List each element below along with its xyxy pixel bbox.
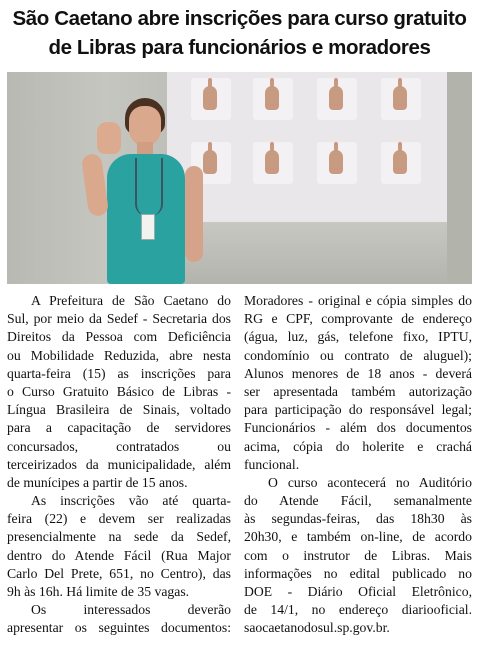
article-headline (0, 4, 479, 62)
text-line: quarta-feira (15) as inscrições para (7, 365, 231, 381)
text-line: apresentar os seguintes documentos: (7, 620, 231, 636)
text-line: para participação do responsável legal; (244, 402, 472, 418)
photo-wall-right (447, 72, 472, 284)
text-line: Funcionários - além dos documentos (244, 420, 472, 436)
text-line: As inscrições vão até quarta- (31, 493, 231, 509)
sign-image (253, 142, 293, 184)
article-photo (7, 72, 472, 284)
text-line: feira (22) e devem ser realizadas (7, 511, 231, 527)
id-badge (141, 214, 155, 240)
wall-below-screen (167, 222, 452, 284)
text-line: do Atende Fácil, semanalmente (244, 493, 472, 509)
signing-hand (97, 122, 121, 154)
text-line: 20h30, e também on-line, de acordo (244, 529, 472, 545)
text-line: Língua Brasileira de Sinais, voltado (7, 402, 231, 418)
article-column-right (244, 292, 472, 638)
instructor-figure (77, 94, 207, 284)
headline-line-1: São Caetano abre inscrições para curso gratuito (12, 7, 467, 30)
sign-image (317, 78, 357, 120)
text-line: saocaetanodosul.sp.gov.br. (244, 620, 390, 636)
text-line: Alunos menores de 18 anos - deverá (244, 365, 472, 381)
text-line: para a capacitação de servidores (7, 420, 231, 436)
sign-image (381, 142, 421, 184)
text-line: dentro do Atende Fácil (Rua Major (7, 547, 231, 563)
text-line: O curso acontecerá no Auditório (268, 474, 472, 490)
text-line: informações no edital publicado no (244, 565, 472, 581)
text-line: o Curso Gratuito Básico de Libras - (7, 383, 231, 399)
text-line: ser apresentada também autorização (244, 383, 472, 399)
text-line: Os interessados deverão (31, 602, 231, 618)
text-line: funcional. (244, 456, 300, 472)
projection-screen (167, 72, 452, 222)
text-line: A Prefeitura de São Caetano do (31, 293, 231, 308)
text-line: RG e CPF, comprovante de endereço (244, 311, 472, 327)
text-line: (água, luz, gás, telefone fixo, IPTU, (244, 329, 472, 345)
text-line: presencialmente na sede da Sedef, (7, 529, 231, 545)
text-line: Direitos da Pessoa com Deficiência (7, 329, 231, 345)
sign-image (317, 142, 357, 184)
text-line: Sul, por meio da Sedef - Secretaria dos (7, 311, 231, 327)
sign-image (253, 78, 293, 120)
text-line: Carlo Del Prete, 651, no Centro), das (7, 565, 231, 581)
text-line: de munícipes a partir de 15 anos. (7, 474, 188, 490)
text-line: de 14/1, no endereço diariooficial. (244, 602, 472, 618)
text-line: 9h às 16h. Há limite de 35 vagas. (7, 584, 190, 599)
text-line: com o instrutor de Libras. Mais (244, 547, 472, 563)
text-line: terceirizados da municipalidade, além (7, 456, 231, 472)
sign-image (381, 78, 421, 120)
text-line: DOE - Diário Oficial Eletrônico, (244, 584, 472, 599)
text-line: ou Mobilidade Reduzida, abre nesta (7, 347, 231, 363)
text-line: concursados, contratados ou (7, 438, 231, 454)
text-line: condomínio ou contrato de aluguel); (244, 347, 472, 363)
text-line: acima, cópia do holerite e crachá (244, 438, 472, 454)
text-line: Moradores - original e cópia simples do (244, 293, 472, 308)
headline-line-2: de Libras para funcionários e moradores (48, 36, 431, 59)
text-line: às segundas-feiras, das 18h30 às (244, 511, 472, 527)
article-column-left (7, 292, 231, 638)
